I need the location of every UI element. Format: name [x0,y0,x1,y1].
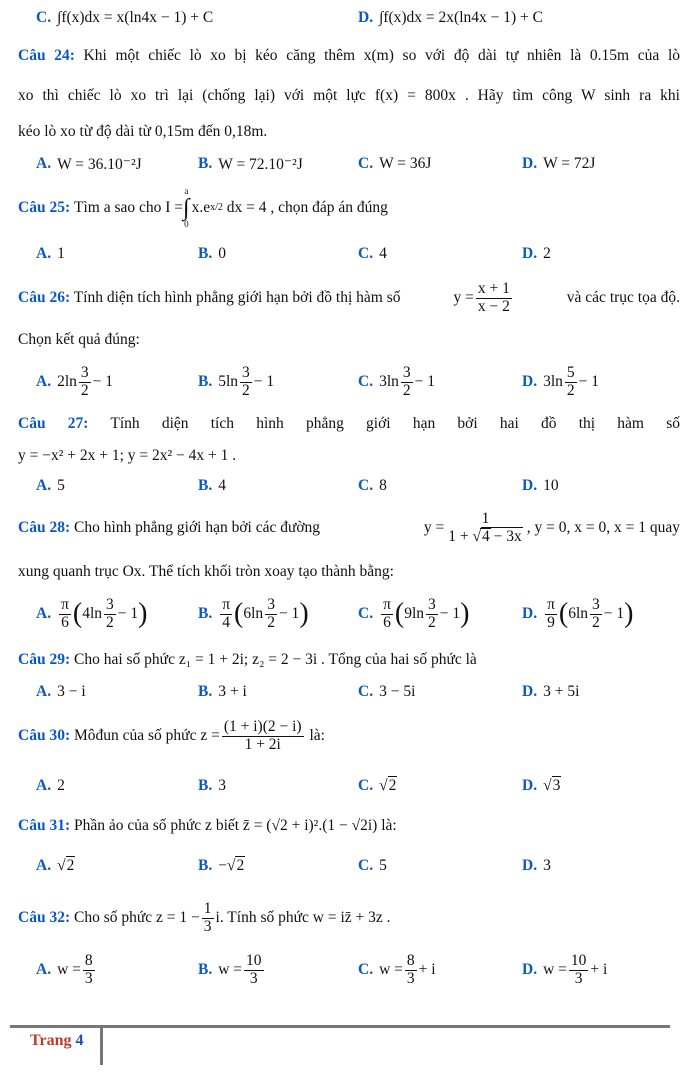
footer-divider [100,1025,103,1065]
option-a[interactable]: A. W = 36.10⁻²J [36,155,142,173]
question-32-options [36,946,680,994]
question-30-stem: Câu 30: Môđun của số phức z = $\frac{(1 + i)(2 - i)}{1 + 2i}$ là: [18,718,325,753]
option-c[interactable]: C. W = 36J [358,155,432,172]
option-a[interactable]: A. 2ln $\frac{3}{2}$ − 1 [36,364,114,399]
question-24-options [36,144,680,184]
option-a[interactable]: A. 2 [36,777,65,794]
option-c[interactable]: C. √2 [358,777,397,794]
option-d[interactable]: D. ∫f(x)dx = 2x(ln4x − 1) + C [358,9,544,26]
question-27-line-1: Câu 27: Tính diện tích hình phẳng giới hạn bởi hai đồ thị hàm số [18,415,680,432]
question-26-line-2: Chọn kết quả đúng: [18,331,140,348]
option-a[interactable]: A. 5 [36,477,65,494]
option-c[interactable]: C. w = $\frac{8}{3}$ + i [358,952,436,987]
question-24-line-2: xo thì chiếc lò xo trì lại (chống lại) với một lực f(x) = 800x . Hãy tìm công W sinh ra khi [18,87,680,104]
question-29-stem: Câu 29: Cho hai số phức z₁ = 1 + 2i; z₂ = 2 − 3i . Tổng của hai số phức là [18,651,477,668]
option-d[interactable]: D. w = $\frac{10}{3}$ + i [522,952,608,987]
option-d[interactable]: D. √3 [522,777,561,794]
question-32-stem: Câu 32: Cho số phức z = 1 − $\frac{1}{3}$ i . Tính số phức w = iz̄ + 3z . [18,900,391,935]
option-a[interactable]: A. w = $\frac{8}{3}$ [36,952,93,987]
question-30-options [36,766,680,806]
fraction: $\frac{1}{1 + √4 - 3x}$ [448,510,522,545]
question-28-line-1: Câu 28: Cho hình phẳng giới hạn bởi các đường y = $\frac{1}{1 + √4 - 3x}$ , y = 0, x = 0, x = 1 quay [18,510,680,545]
option-b[interactable]: B. 4 [198,477,226,494]
option-b[interactable]: B. W = 72.10⁻²J [198,155,303,173]
option-b[interactable]: B. 0 [198,245,226,262]
footer-rule [10,1025,670,1028]
question-31-options [36,846,680,886]
option-d[interactable]: D. 3 [522,857,551,874]
option-b[interactable]: B. − √2 [198,857,245,874]
option-b[interactable]: B. 5ln $\frac{3}{2}$ − 1 [198,364,275,399]
option-c[interactable]: C. 3ln $\frac{3}{2}$ − 1 [358,364,436,399]
option-d[interactable]: D. 3ln $\frac{5}{2}$ − 1 [522,364,600,399]
question-31-stem: Câu 31: Phần ảo của số phức z biết z̄ = (√2 + i)².(1 − √2i) là: [18,817,397,834]
option-c[interactable]: C. 5 [358,857,387,874]
question-26-line-1: Câu 26: Tính diện tích hình phẳng giới hạn bởi đồ thị hàm số y = $\frac{x + 1}{x - 2}$ và các trục tọa độ. [18,280,680,315]
option-d[interactable]: D. W = 72J [522,155,596,172]
prev-question-options [36,0,680,38]
option-d[interactable]: D. 3 + 5i [522,683,580,700]
option-b[interactable]: B. 3 + i [198,683,247,700]
fraction: $\frac{(1 + i)(2 - i)}{1 + 2i}$ [223,718,302,753]
option-a[interactable]: A. 1 [36,245,65,262]
question-29-options [36,672,680,712]
option-a[interactable]: A. √2 [36,857,75,874]
option-d[interactable]: D. 2 [522,245,551,262]
integral-sign: a ∫ 0 [183,186,190,229]
question-25-options [36,234,680,274]
question-25-stem: Câu 25: Tìm a sao cho I = a ∫ 0 x.e x/2 dx = 4 , chọn đáp án đúng [18,186,388,229]
option-a[interactable]: A. 3 − i [36,683,86,700]
question-28-options [36,590,680,638]
option-c[interactable]: C. 3 − 5i [358,683,416,700]
option-c[interactable]: C. ∫f(x)dx = x(ln4x − 1) + C [36,9,214,26]
page-number: Trang 4 [30,1032,84,1049]
fraction: $\frac{x + 1}{x - 2}$ [477,280,510,315]
option-c[interactable]: C. 4 [358,245,387,262]
option-d[interactable]: D. $\frac{\pi}{9}$ ( 6ln $\frac{3}{2}$ − 1 ) [522,596,634,631]
option-c[interactable]: C. 8 [358,477,387,494]
fraction: $\frac{1}{3}$ [203,900,212,935]
option-a[interactable]: A. $\frac{\pi}{6}$ ( 4ln $\frac{3}{2}$ − 1 ) [36,596,148,631]
option-c[interactable]: C. $\frac{\pi}{6}$ ( 9ln $\frac{3}{2}$ − 1 ) [358,596,470,631]
option-b[interactable]: B. w = $\frac{10}{3}$ [198,952,262,987]
option-d[interactable]: D. 10 [522,477,559,494]
option-b[interactable]: B. 3 [198,777,226,794]
question-28-line-2: xung quanh trục Ox. Thể tích khối tròn xoay tạo thành bằng: [18,563,394,580]
option-b[interactable]: B. $\frac{\pi}{4}$ ( 6ln $\frac{3}{2}$ − 1 ) [198,596,309,631]
question-26-options [36,360,680,404]
question-27-line-2: y = −x² + 2x + 1; y = 2x² − 4x + 1 . [18,447,237,464]
question-24-line-1: Câu 24: Khi một chiếc lò xo bị kéo căng thêm x(m) so với độ dài tự nhiên là 0.15m của lò [18,47,680,64]
question-27-options [36,466,680,506]
question-24-line-3: kéo lò xo từ độ dài từ 0,15m đến 0,18m. [18,123,268,140]
